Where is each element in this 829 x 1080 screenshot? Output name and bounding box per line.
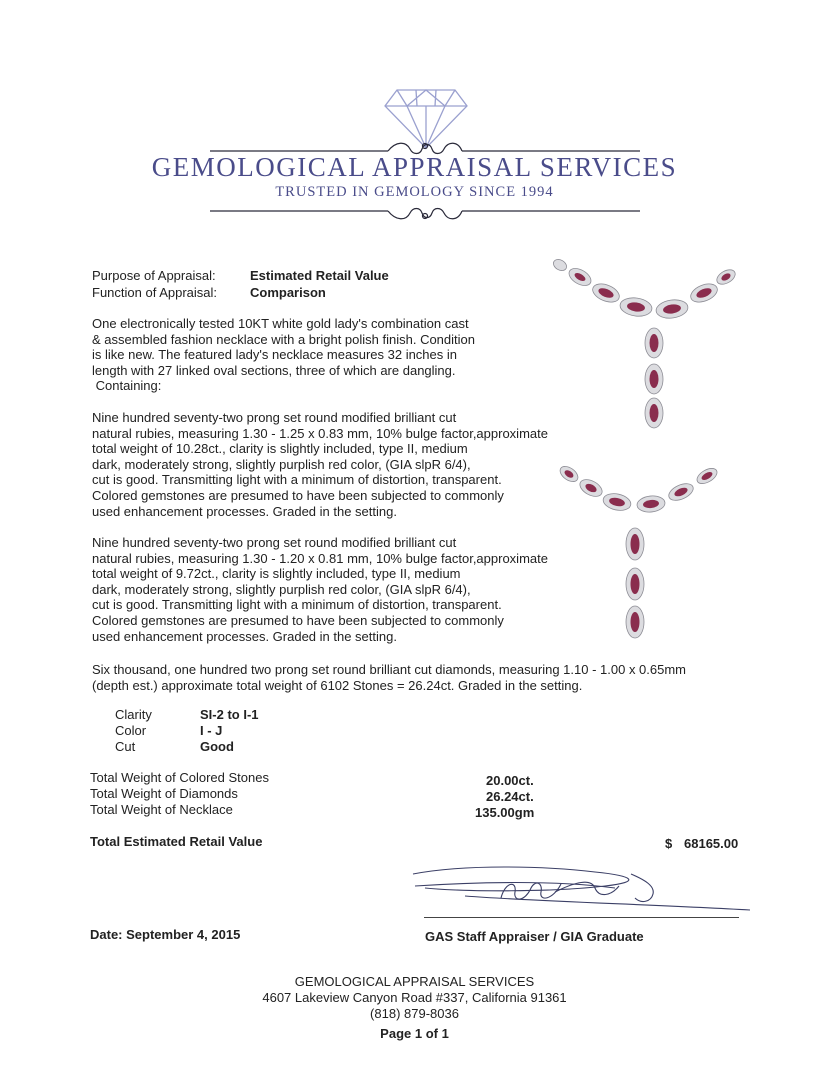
rubies-line: natural rubies, measuring 1.30 - 1.20 x 0.81 mm, 10% bulge factor,approximate	[92, 550, 548, 566]
weight-label-diamonds: Total Weight of Diamonds	[90, 786, 238, 801]
diamonds-line: (depth est.) approximate total weight of 6102 Stones = 26.24ct. Graded in the setting.	[92, 677, 583, 693]
description-line: & assembled fashion necklace with a bright polish finish. Condition	[92, 331, 475, 347]
grading-label-clarity: Clarity	[115, 707, 152, 722]
diamonds-paragraph	[92, 662, 686, 693]
rubies-paragraph-2	[92, 535, 548, 644]
grading-value-color: I - J	[200, 723, 223, 738]
footer-address: 4607 Lakeview Canyon Road #337, California 91361	[262, 990, 567, 1005]
rubies-line: Colored gemstones are presumed to have been subjected to commonly	[92, 487, 504, 503]
signature-line	[424, 917, 739, 918]
total-value-amount: 68165.00	[684, 836, 739, 851]
signer-title: GAS Staff Appraiser / GIA Graduate	[425, 929, 644, 944]
rubies-line: total weight of 10.28ct., clarity is slightly included, type II, medium	[92, 441, 468, 457]
rubies-line: cut is good. Transmitting light with a minimum of distortion, transparent.	[92, 472, 502, 488]
company-tagline: TRUSTED IN GEMOLOGY SINCE 1994	[275, 184, 554, 200]
purpose-value: Estimated Retail Value	[250, 268, 389, 283]
description-paragraph	[92, 316, 475, 394]
weight-label-necklace: Total Weight of Necklace	[90, 802, 233, 817]
rubies-line: Nine hundred seventy-two prong set round modified brilliant cut	[92, 535, 457, 550]
description-line: is like new. The featured lady's necklace measures 32 inches in	[92, 347, 457, 363]
grading-label-cut: Cut	[115, 739, 136, 754]
weight-value-diamonds: 26.24ct.	[486, 789, 534, 804]
company-name: GEMOLOGICAL APPRAISAL SERVICES	[151, 152, 678, 182]
grading-value-clarity: SI-2 to I-1	[200, 707, 259, 722]
signature	[405, 858, 755, 920]
rubies-line: Colored gemstones are presumed to have been subjected to commonly	[92, 612, 504, 628]
description-line: length with 27 linked oval sections, three of which are dangling.	[92, 362, 456, 378]
function-label: Function of Appraisal:	[92, 285, 218, 300]
necklace-photo-top	[548, 255, 743, 435]
page-number: Page 1 of 1	[380, 1026, 449, 1041]
grading-label-color: Color	[115, 723, 147, 738]
rubies-line: Nine hundred seventy-two prong set round modified brilliant cut	[92, 410, 457, 425]
weight-value-necklace: 135.00gm	[475, 805, 535, 820]
rubies-line: dark, moderately strong, slightly purplish red color, (GIA slpR 6/4),	[92, 581, 471, 597]
footer-company: GEMOLOGICAL APPRAISAL SERVICES	[294, 974, 535, 989]
description-line: One electronically tested 10KT white gold lady's combination cast	[92, 316, 469, 331]
function-value: Comparison	[250, 285, 326, 300]
purpose-label: Purpose of Appraisal:	[92, 268, 216, 283]
total-value-currency: $	[665, 836, 673, 851]
rubies-line: natural rubies, measuring 1.30 - 1.25 x 0.83 mm, 10% bulge factor,approximate	[92, 425, 548, 441]
rubies-line: cut is good. Transmitting light with a minimum of distortion, transparent.	[92, 597, 502, 613]
rubies-line: used enhancement processes. Graded in the setting.	[92, 628, 397, 644]
footer-phone: (818) 879-8036	[370, 1006, 459, 1021]
grading-value-cut: Good	[200, 739, 234, 754]
weight-value-colored-stones: 20.00ct.	[486, 773, 534, 788]
rubies-paragraph-1	[92, 410, 548, 519]
description-line: Containing:	[92, 378, 162, 394]
rubies-line: total weight of 9.72ct., clarity is slightly included, type II, medium	[92, 566, 461, 582]
bottom-flourish-ornament	[210, 201, 640, 223]
total-value-label: Total Estimated Retail Value	[90, 834, 263, 849]
diamonds-line: Six thousand, one hundred two prong set round brilliant cut diamonds, measuring 1.10 - 1.00 x 0.65mm	[92, 662, 687, 677]
rubies-line: used enhancement processes. Graded in the setting.	[92, 503, 397, 519]
appraisal-date: Date: September 4, 2015	[90, 927, 241, 942]
necklace-photo-bottom	[555, 460, 730, 645]
weight-label-colored-stones: Total Weight of Colored Stones	[90, 770, 269, 785]
rubies-line: dark, moderately strong, slightly purplish red color, (GIA slpR 6/4),	[92, 456, 471, 472]
